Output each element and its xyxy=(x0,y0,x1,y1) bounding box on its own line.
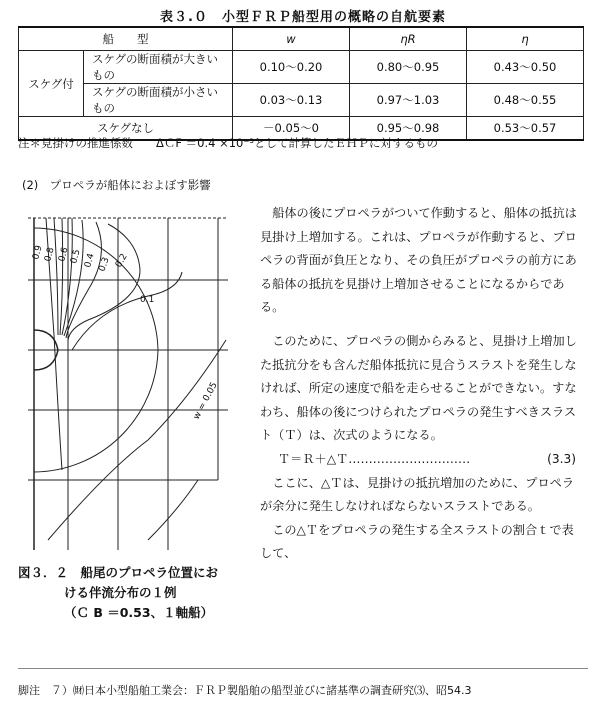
figure-caption xyxy=(18,563,218,623)
header-w: w xyxy=(233,27,350,51)
contour-curve xyxy=(148,480,198,540)
cell-eta-r: 0.80～0.95 xyxy=(350,51,467,84)
contour-label: 0.2 xyxy=(113,252,130,270)
w-label: w = 0.05 xyxy=(191,380,220,422)
row-label: スケグの断面積が小さいもの xyxy=(84,84,233,117)
section-heading: (2) プロペラが船体におよぼす影響 xyxy=(22,178,211,192)
contour-label: 0.9 xyxy=(31,244,45,261)
table-row xyxy=(19,84,584,117)
caption-line: （Ｃ B ＝0.53、１軸船） xyxy=(64,605,214,620)
equation-number: (3.3) xyxy=(547,451,576,466)
paragraph: このために、プロペラの側からみると、見掛け上増加した抵抗分をも含んだ船体抵抗に見合うスラストを発生しなければ、所定の速度で船を走らせることができない。すなわち、船体の後につけられたプロペラの発生すべきスラスト（Ｔ）は、次式のようになる。 xyxy=(260,333,577,443)
contour-curve xyxy=(72,272,182,350)
paragraph: ここに、△Ｔは、見掛けの抵抗増加のために、プロペラが余分に発生しなければならないスラストである。 xyxy=(260,475,575,514)
header-eta: η xyxy=(467,27,584,51)
cell-w: －0.05～0 xyxy=(233,117,350,141)
header-eta-r: ηR xyxy=(350,27,467,51)
table-title: 表３.０ 小型ＦＲＰ船型用の概略の自航要素 xyxy=(160,10,446,25)
contour-label: 0.3 xyxy=(97,256,112,274)
cell-eta: 0.43～0.50 xyxy=(467,51,584,84)
contour-label: 0.5 xyxy=(69,248,83,265)
cell-eta-r: 0.95～0.98 xyxy=(350,117,467,141)
table-header-row xyxy=(19,27,584,51)
contour-label: 0.6 xyxy=(57,246,71,263)
body-text xyxy=(260,202,582,566)
header-hull-type: 船 型 xyxy=(19,27,233,51)
cell-w: 0.10～0.20 xyxy=(233,51,350,84)
table-row xyxy=(19,51,584,84)
contour-curve xyxy=(60,218,63,335)
table-note: 注＊見掛けの推進係数 ΔＣF ＝0.4 ×10⁻³として計算したＥＨＰに対するもの xyxy=(18,136,439,150)
row-label: スケグの断面積が大きいもの xyxy=(84,51,233,84)
contour-label: 0.8 xyxy=(43,246,57,263)
footnote: 脚注 ７）㈶日本小型船舶工業会：ＦＲＰ製船舶の船型並びに諸基準の調査研究⑶、昭54.3 xyxy=(18,684,472,697)
paragraph: 船体の後にプロペラがついて作動すると、船体の抵抗は見掛け上増加する。これは、プロペラが作動すると、プロペラの背面が負圧となり、その負圧がプロペラの前方にある船体の抵抗を見掛け上増加させることになるからである。 xyxy=(260,206,577,315)
contour-label: 0.1 xyxy=(140,295,155,305)
paragraph: この△Ｔをプロペラの発生する全スラストの割合ｔで表して、 xyxy=(260,522,574,561)
row-label: スケグなし xyxy=(19,117,233,141)
equation: Ｔ＝Ｒ＋△Ｔ………………………… xyxy=(278,451,471,466)
group-label-skeg: スケグ付 xyxy=(19,51,84,117)
cell-w: 0.03～0.13 xyxy=(233,84,350,117)
contour-label: 0.4 xyxy=(83,252,97,269)
contour-curve xyxy=(54,218,58,335)
caption-line: ける伴流分布の１例 xyxy=(64,585,177,600)
caption-line: 図３．２ 船尾のプロペラ位置にお xyxy=(18,565,219,580)
contour-w005 xyxy=(48,340,226,540)
equation-line xyxy=(260,448,582,472)
cell-eta-r: 0.97～1.03 xyxy=(350,84,467,117)
footnote-rule xyxy=(18,668,588,669)
cell-eta: 0.53～0.57 xyxy=(467,117,584,141)
cell-eta: 0.48～0.55 xyxy=(467,84,584,117)
wake-distribution-figure xyxy=(28,210,228,560)
self-propulsion-table xyxy=(18,26,584,141)
